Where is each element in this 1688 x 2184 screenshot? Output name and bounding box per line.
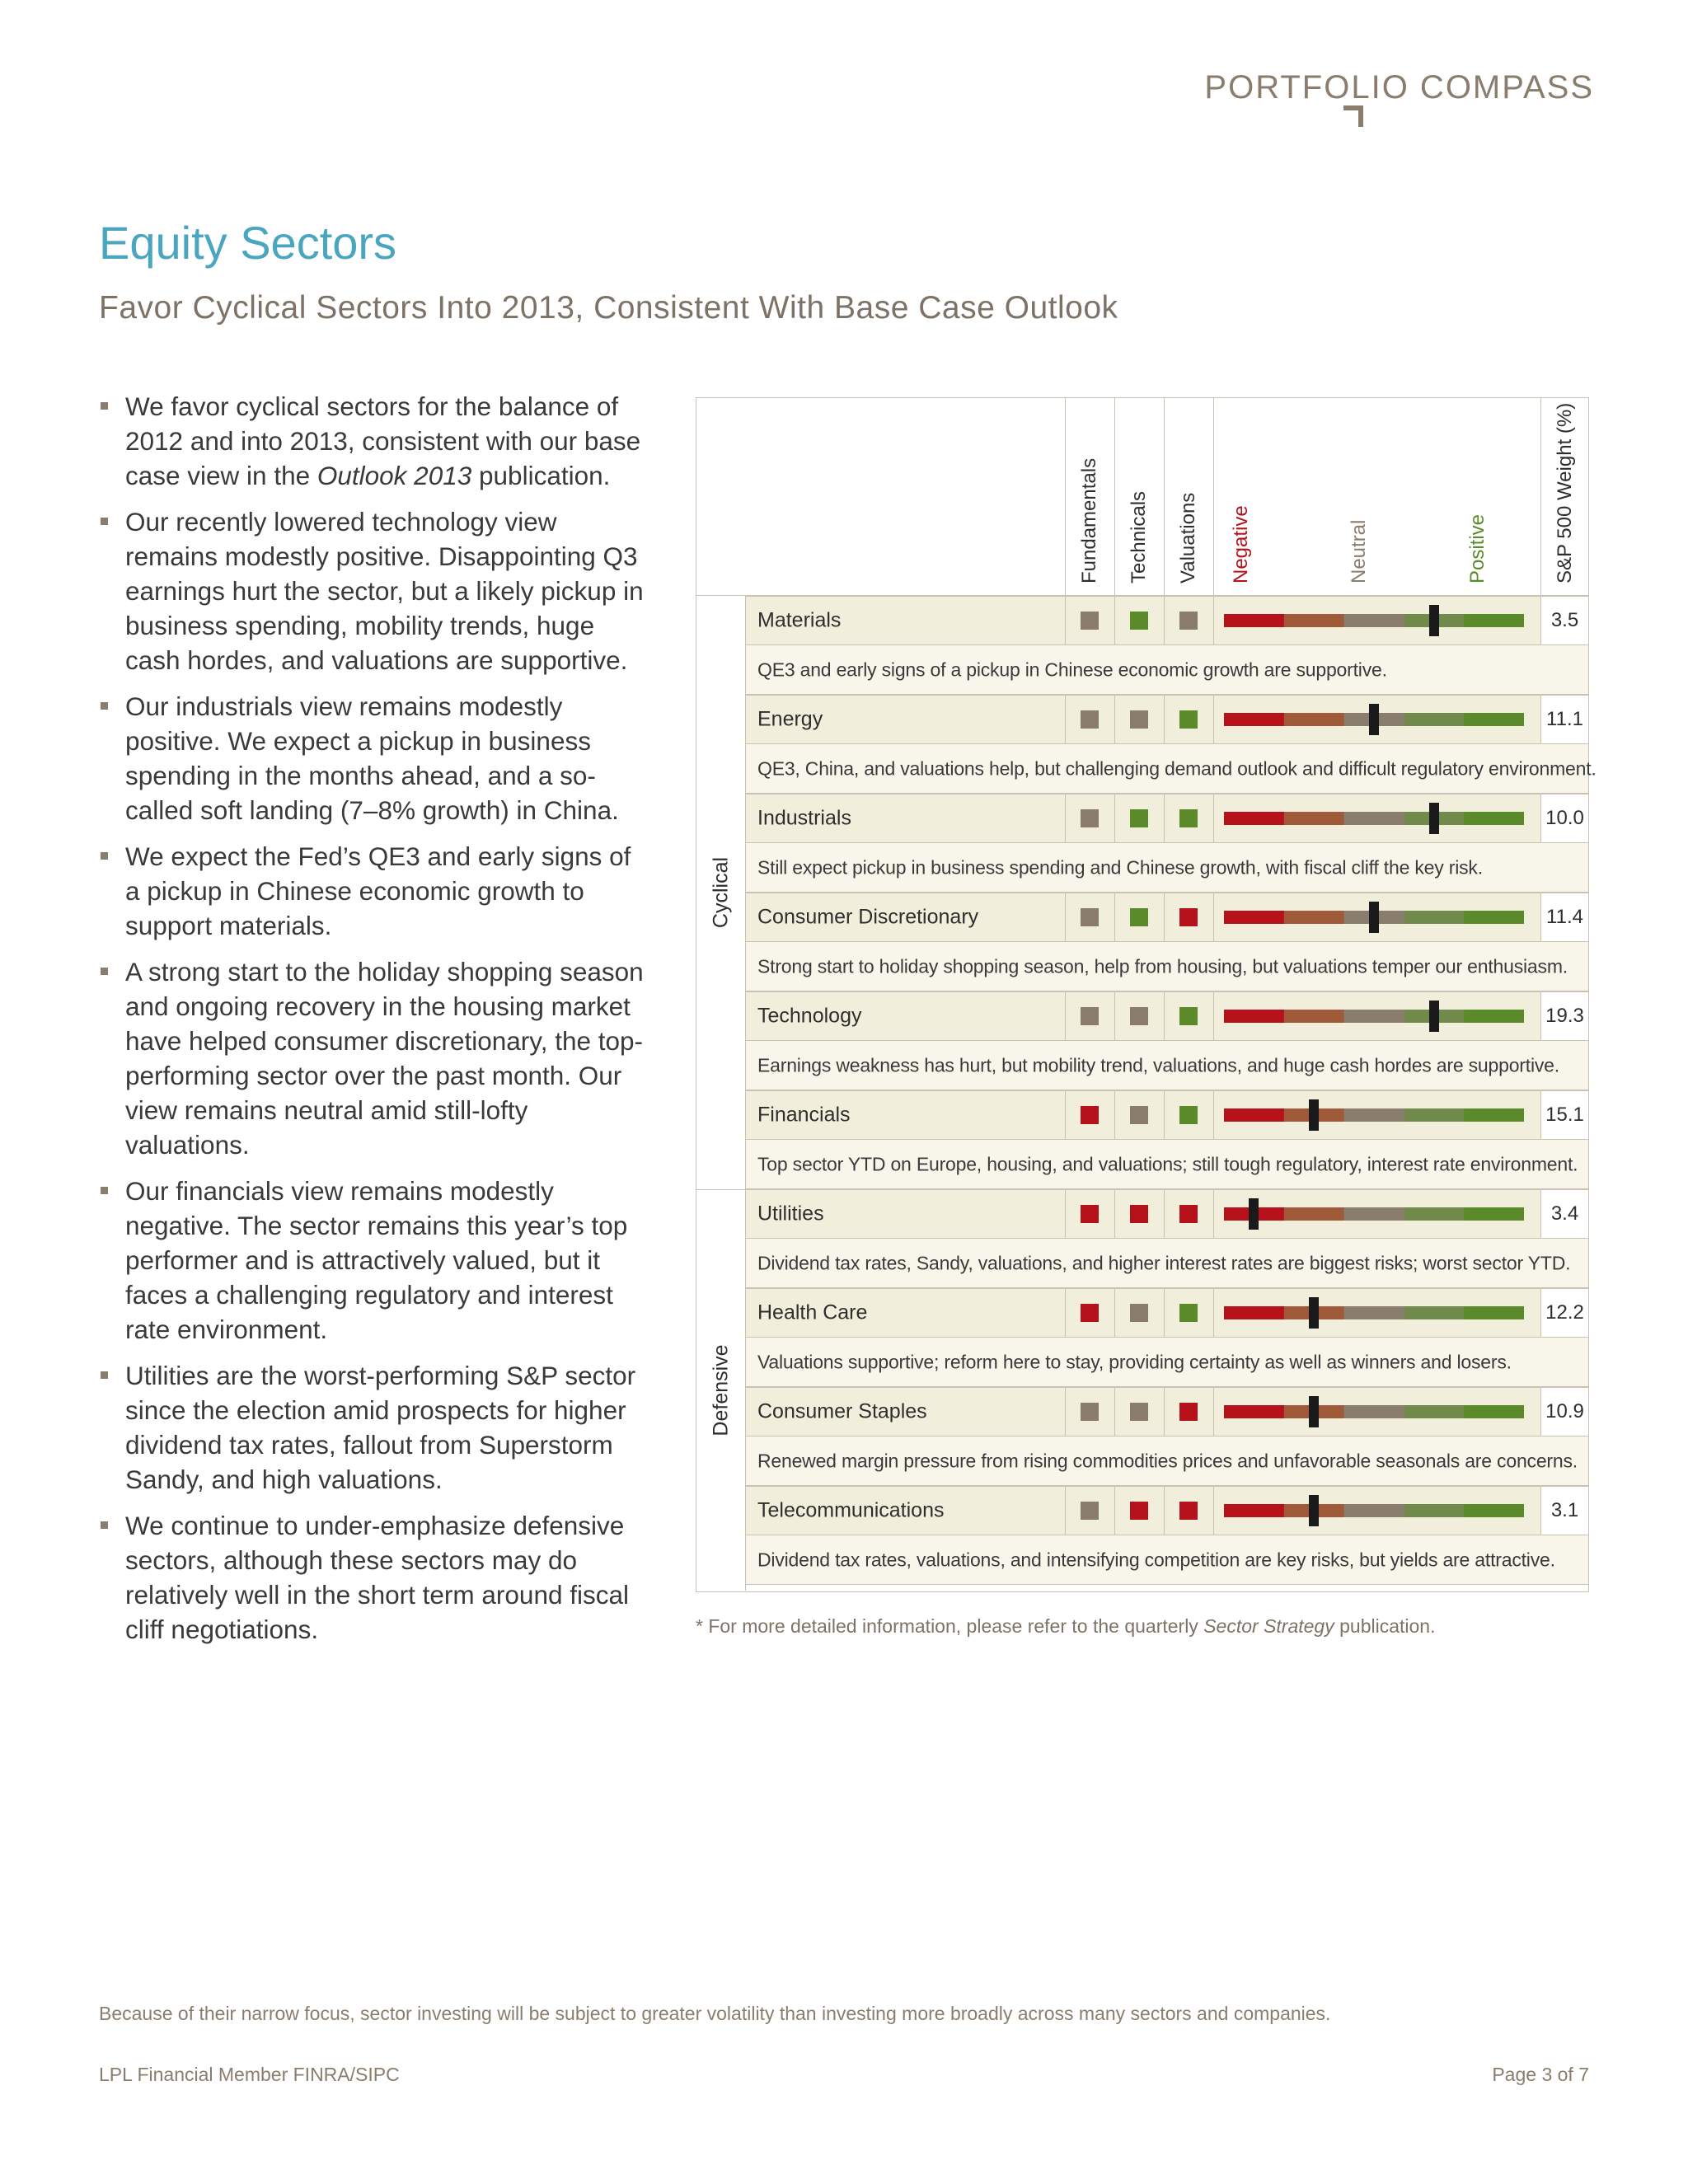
sector-note-row — [746, 744, 1597, 794]
valuations-indicator — [1179, 1106, 1198, 1124]
view-scale-segment — [1224, 713, 1284, 726]
sector-name: Telecommunications — [757, 1498, 945, 1522]
view-scale-segment — [1344, 1504, 1404, 1517]
cell-divider — [1164, 597, 1165, 644]
cell-divider — [1065, 597, 1066, 644]
valuations-indicator — [1179, 809, 1198, 827]
view-marker — [1249, 1198, 1259, 1230]
view-scale-segment — [1464, 1010, 1524, 1023]
sector-row — [746, 1387, 1588, 1436]
bullet-list — [99, 389, 649, 1658]
header-divider — [1540, 398, 1541, 596]
cell-divider — [1065, 893, 1066, 941]
cell-divider — [1213, 1289, 1214, 1337]
technicals-indicator — [1130, 1106, 1148, 1124]
view-scale — [1224, 710, 1524, 729]
sector-note-row — [746, 843, 1588, 893]
sector-weight: 10.0 — [1545, 807, 1584, 829]
bullet-square-icon — [101, 1521, 108, 1529]
header-divider — [1213, 398, 1214, 596]
cell-divider — [1114, 992, 1115, 1040]
sector-row — [746, 1189, 1588, 1239]
header-fundamentals: Fundamentals — [1078, 457, 1100, 583]
sector-note: Valuations supportive; reform here to stay, providing certainty as well as winners and losers. — [757, 1351, 1512, 1372]
cell-divider — [1213, 696, 1214, 743]
sector-note: Earnings weakness has hurt, but mobility trend, valuations, and huge cash hordes are supportive. — [757, 1054, 1559, 1076]
cell-divider — [1164, 696, 1165, 743]
cell-divider — [1213, 1487, 1214, 1535]
bullet-item: Our industrials view remains modestly positive. We expect a pickup in business spending in the months ahead, and a so-called soft landing (7–8% growth) in China. — [99, 689, 649, 827]
sector-note: Strong start to holiday shopping season, help from housing, but valuations temper our enthusiasm. — [757, 955, 1568, 977]
table-header — [696, 398, 1588, 596]
view-scale-segment — [1224, 911, 1284, 924]
cell-divider — [1114, 1091, 1115, 1139]
cell-divider — [1114, 597, 1115, 644]
bullet-square-icon — [101, 1187, 108, 1194]
sector-weight: 3.1 — [1550, 1499, 1579, 1521]
view-scale-segment — [1284, 911, 1344, 924]
view-marker — [1309, 1495, 1319, 1526]
view-scale-segment — [1404, 1108, 1464, 1122]
sector-note-row — [746, 645, 1588, 695]
sector-row — [746, 695, 1588, 744]
weight-cell — [1540, 1091, 1588, 1139]
header-divider — [1114, 398, 1115, 596]
sector-weight: 11.4 — [1546, 906, 1583, 928]
sector-row — [746, 893, 1588, 942]
technicals-indicator — [1130, 908, 1148, 926]
disclaimer: Because of their narrow focus, sector investing will be subject to greater volatility than investing more broadly across many sectors and companies. — [99, 2003, 1331, 2024]
cell-divider — [1065, 992, 1066, 1040]
sector-weight: 10.9 — [1545, 1400, 1584, 1422]
sector-note: Dividend tax rates, Sandy, valuations, and higher interest rates are biggest risks; worst sector YTD. — [757, 1252, 1571, 1273]
view-scale — [1224, 809, 1524, 827]
sector-weight: 11.1 — [1546, 708, 1583, 730]
view-scale-segment — [1404, 1207, 1464, 1221]
bullet-item: Our recently lowered technology view remains modestly positive. Disappointing Q3 earnings hurt the sector, but a likely pickup in business spending, mobility trends, huge cash hordes, and valuations are supportive. — [99, 504, 649, 677]
sector-note-row — [746, 1535, 1588, 1585]
fundamentals-indicator — [1081, 1304, 1099, 1322]
header-valuations: Valuations — [1177, 492, 1199, 583]
sector-name: Financials — [757, 1103, 851, 1127]
page-title: Equity Sectors — [99, 217, 397, 269]
valuations-indicator — [1179, 1403, 1198, 1421]
bullet-item: We expect the Fed’s QE3 and early signs of a pickup in Chinese economic growth to support materials. — [99, 839, 649, 943]
view-scale — [1224, 1106, 1524, 1124]
cell-divider — [1114, 1388, 1115, 1436]
fundamentals-indicator — [1081, 1205, 1099, 1223]
weight-cell — [1540, 1388, 1588, 1436]
cell-divider — [1065, 1190, 1066, 1238]
view-scale-segment — [1344, 614, 1404, 627]
view-scale-segment — [1404, 1306, 1464, 1319]
view-scale-segment — [1404, 1504, 1464, 1517]
view-marker — [1429, 605, 1439, 636]
valuations-indicator — [1179, 1304, 1198, 1322]
header-negative: Negative — [1230, 505, 1252, 583]
bullet-square-icon — [101, 852, 108, 860]
view-scale-segment — [1404, 911, 1464, 924]
sector-row — [746, 794, 1588, 843]
sector-weight: 3.5 — [1550, 609, 1579, 631]
view-scale-segment — [1464, 1207, 1524, 1221]
weight-cell — [1540, 1487, 1588, 1535]
technicals-indicator — [1130, 612, 1148, 630]
sector-note-row — [746, 1239, 1588, 1288]
cell-divider — [1213, 1190, 1214, 1238]
cell-divider — [1114, 1289, 1115, 1337]
header-divider — [1164, 398, 1165, 596]
sector-table — [696, 397, 1597, 1592]
cell-divider — [1164, 1190, 1165, 1238]
header-divider — [1065, 398, 1066, 596]
view-scale-segment — [1224, 1108, 1284, 1122]
technicals-indicator — [1130, 710, 1148, 729]
cell-divider — [1164, 992, 1165, 1040]
sector-name: Consumer Discretionary — [757, 905, 979, 929]
weight-cell — [1540, 893, 1588, 941]
technicals-indicator — [1130, 1007, 1148, 1025]
weight-cell — [1540, 696, 1588, 743]
sector-row — [746, 1288, 1588, 1338]
sector-row — [746, 596, 1588, 645]
cell-divider — [1065, 1487, 1066, 1535]
view-scale-segment — [1224, 1405, 1284, 1418]
sector-weight: 15.1 — [1545, 1104, 1584, 1126]
sector-row — [746, 1090, 1588, 1140]
sector-note-row — [746, 1338, 1588, 1387]
view-scale-segment — [1464, 1108, 1524, 1122]
sector-name: Industrials — [757, 806, 851, 830]
bullet-item: Utilities are the worst-performing S&P sector since the election amid prospects for higher dividend tax rates, fallout from Superstorm Sandy, and high valuations. — [99, 1358, 649, 1497]
bullet-item: We favor cyclical sectors for the balance of 2012 and into 2013, consistent with our base case view in the Outlook 2013 publication. — [99, 389, 649, 493]
fundamentals-indicator — [1081, 1502, 1099, 1520]
valuations-indicator — [1179, 612, 1198, 630]
cell-divider — [1114, 893, 1115, 941]
weight-cell — [1540, 794, 1588, 842]
view-scale — [1224, 1007, 1524, 1025]
sector-name: Consumer Staples — [757, 1399, 927, 1423]
view-marker — [1309, 1099, 1319, 1131]
view-scale-segment — [1344, 1010, 1404, 1023]
bullet-item: Our financials view remains modestly negative. The sector remains this year’s top performer and is attractively valued, but it faces a challenging regulatory and interest rate environment. — [99, 1174, 649, 1347]
header-neutral: Neutral — [1348, 519, 1370, 583]
view-scale-segment — [1224, 614, 1284, 627]
sector-weight: 19.3 — [1545, 1005, 1584, 1027]
view-scale-segment — [1284, 1010, 1344, 1023]
weight-cell — [1540, 597, 1588, 644]
group-label-cyclical: Cyclical — [709, 856, 732, 929]
cell-divider — [1065, 1289, 1066, 1337]
view-scale-segment — [1344, 1306, 1404, 1319]
valuations-indicator — [1179, 1007, 1198, 1025]
fundamentals-indicator — [1081, 908, 1099, 926]
fundamentals-indicator — [1081, 612, 1099, 630]
header-technicals: Technicals — [1128, 490, 1150, 583]
view-scale-segment — [1404, 1405, 1464, 1418]
view-scale-segment — [1344, 1405, 1404, 1418]
sector-note-row — [746, 942, 1588, 991]
fundamentals-indicator — [1081, 1403, 1099, 1421]
sector-note: Dividend tax rates, valuations, and intensifying competition are key risks, but yields are attractive. — [757, 1549, 1555, 1570]
sector-name: Utilities — [757, 1202, 824, 1226]
cell-divider — [1213, 794, 1214, 842]
view-marker — [1369, 704, 1379, 735]
cell-divider — [1114, 1487, 1115, 1535]
view-marker — [1429, 1001, 1439, 1032]
sector-name: Energy — [757, 707, 823, 731]
fundamentals-indicator — [1081, 710, 1099, 729]
sector-row — [746, 1486, 1588, 1535]
bullet-square-icon — [101, 968, 108, 975]
weight-cell — [1540, 1289, 1588, 1337]
view-marker — [1309, 1396, 1319, 1427]
view-scale-segment — [1464, 713, 1524, 726]
cell-divider — [1213, 1388, 1214, 1436]
technicals-indicator — [1130, 1205, 1148, 1223]
view-scale-segment — [1344, 1108, 1404, 1122]
valuations-indicator — [1179, 710, 1198, 729]
technicals-indicator — [1130, 1403, 1148, 1421]
view-scale-segment — [1464, 1504, 1524, 1517]
view-scale-segment — [1464, 614, 1524, 627]
sector-name: Health Care — [757, 1301, 868, 1324]
cell-divider — [1065, 1388, 1066, 1436]
view-scale-segment — [1284, 1207, 1344, 1221]
cell-divider — [1114, 696, 1115, 743]
bullet-square-icon — [101, 402, 108, 410]
cell-divider — [1114, 794, 1115, 842]
sector-note-row — [746, 1436, 1588, 1486]
weight-cell — [1540, 992, 1588, 1040]
cell-divider — [1164, 893, 1165, 941]
sector-note: Still expect pickup in business spending and Chinese growth, with fiscal cliff the key risk. — [757, 856, 1483, 878]
view-scale-segment — [1344, 1207, 1404, 1221]
view-marker — [1429, 803, 1439, 834]
bullet-item: A strong start to the holiday shopping season and ongoing recovery in the housing market have helped consumer discretionary, the top-performing sector over the past month. Our view remains neutral amid still-lofty valuations. — [99, 954, 649, 1162]
view-scale — [1224, 612, 1524, 630]
view-scale-segment — [1284, 812, 1344, 825]
valuations-indicator — [1179, 1502, 1198, 1520]
bullet-square-icon — [101, 518, 108, 525]
sector-note-row — [746, 1140, 1588, 1189]
view-scale — [1224, 1403, 1524, 1421]
view-scale — [1224, 908, 1524, 926]
view-scale-segment — [1344, 812, 1404, 825]
cell-divider — [1065, 696, 1066, 743]
valuations-indicator — [1179, 908, 1198, 926]
sector-note: Top sector YTD on Europe, housing, and valuations; still tough regulatory, interest rate environment. — [757, 1153, 1578, 1174]
view-scale-segment — [1224, 1010, 1284, 1023]
technicals-indicator — [1130, 809, 1148, 827]
cell-divider — [1213, 597, 1214, 644]
cell-divider — [1164, 794, 1165, 842]
sector-note: Renewed margin pressure from rising commodities prices and unfavorable seasonals are concerns. — [757, 1450, 1578, 1471]
valuations-indicator — [1179, 1205, 1198, 1223]
view-scale — [1224, 1502, 1524, 1520]
fundamentals-indicator — [1081, 1106, 1099, 1124]
fundamentals-indicator — [1081, 809, 1099, 827]
view-marker — [1309, 1297, 1319, 1329]
page-subtitle: Favor Cyclical Sectors Into 2013, Consistent With Base Case Outlook — [99, 290, 1118, 326]
bullet-square-icon — [101, 702, 108, 710]
sector-weight: 3.4 — [1550, 1202, 1579, 1225]
cell-divider — [1164, 1388, 1165, 1436]
table-footnote: * For more detailed information, please refer to the quarterly Sector Strategy publication. — [696, 1615, 1436, 1637]
sector-row — [746, 991, 1588, 1041]
sector-name: Materials — [757, 608, 842, 632]
sector-weight: 12.2 — [1545, 1301, 1584, 1324]
view-scale-segment — [1464, 911, 1524, 924]
bullet-square-icon — [101, 1371, 108, 1379]
bullet-item: We continue to under-emphasize defensive sectors, although these sectors may do relatively well in the short term around fiscal cliff negotiations. — [99, 1508, 649, 1647]
cell-divider — [1213, 1091, 1214, 1139]
view-scale-segment — [1224, 1504, 1284, 1517]
page-number: Page 3 of 7 — [1492, 2064, 1589, 2085]
view-scale-segment — [1284, 713, 1344, 726]
view-marker — [1369, 902, 1379, 933]
header-weight: S&P 500 Weight (%) — [1554, 402, 1576, 583]
cell-divider — [1164, 1487, 1165, 1535]
footer-company: LPL Financial Member FINRA/SIPC — [99, 2064, 400, 2085]
cell-divider — [1213, 893, 1214, 941]
group-cyclical — [696, 596, 746, 1189]
view-scale-segment — [1464, 1405, 1524, 1418]
group-defensive — [696, 1189, 746, 1591]
cell-divider — [1114, 1190, 1115, 1238]
cell-divider — [1213, 992, 1214, 1040]
brand-title: PORTFOLIO COMPASS — [1204, 69, 1594, 105]
view-scale-segment — [1284, 614, 1344, 627]
brand-corner-icon — [1343, 105, 1363, 127]
sector-name: Technology — [757, 1004, 862, 1028]
weight-cell — [1540, 1190, 1588, 1238]
view-scale-segment — [1404, 713, 1464, 726]
sector-note-row — [746, 1041, 1588, 1090]
view-scale-segment — [1464, 812, 1524, 825]
cell-divider — [1065, 1091, 1066, 1139]
cell-divider — [1164, 1091, 1165, 1139]
header-positive: Positive — [1466, 513, 1489, 583]
sector-note: QE3, China, and valuations help, but challenging demand outlook and difficult regulatory environment. — [757, 757, 1597, 779]
technicals-indicator — [1130, 1304, 1148, 1322]
view-scale-segment — [1224, 1306, 1284, 1319]
fundamentals-indicator — [1081, 1007, 1099, 1025]
view-scale — [1224, 1304, 1524, 1322]
group-label-defensive: Defensive — [709, 1344, 732, 1436]
view-scale — [1224, 1205, 1524, 1223]
technicals-indicator — [1130, 1502, 1148, 1520]
view-scale-segment — [1464, 1306, 1524, 1319]
cell-divider — [1065, 794, 1066, 842]
sector-note: QE3 and early signs of a pickup in Chinese economic growth are supportive. — [757, 658, 1387, 680]
cell-divider — [1164, 1289, 1165, 1337]
view-scale-segment — [1224, 812, 1284, 825]
